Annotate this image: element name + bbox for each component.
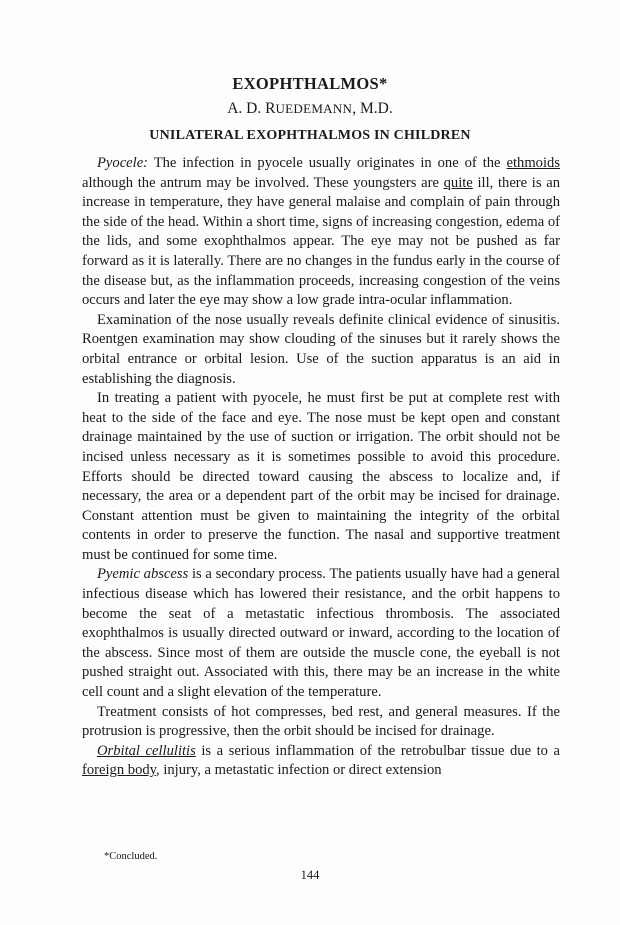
paragraph-text: is a secondary process. The patients usually have had a general infectious disease which has lowered their resistance, and the orbit happens to become the seat of a metastatic infectious thrombosis. The associated exophthalmos is usually directed outward or inward, according to the location of the abscess. Since most of them are outside the muscle cone, the eyeball is not pushed straight out. Associated with this, there may be an increase in the white cell count and a slight elevation of the temperature. (82, 566, 560, 701)
section-title: UNILATERAL EXOPHTHALMOS IN CHILDREN (149, 128, 471, 143)
body-text (82, 154, 560, 781)
underlined-quite: quite (443, 174, 473, 191)
paragraph-text: is a serious inflammation of the retrobulbar tissue due to a (195, 742, 560, 759)
paragraph-treatment-abscess: Treatment consists of hot compresses, bed rest, and general measures. If the protrusion is progressive, then the orbit should be incised for drainage. (82, 703, 560, 740)
author-suffix: , M.D. (352, 100, 393, 117)
author-line (0, 100, 620, 118)
author-initials: A. D. R (227, 100, 276, 117)
paragraph-pyocele (82, 154, 560, 311)
footnote: *Concluded. (104, 851, 158, 862)
paragraph-text: although the antrum may be involved. These youngsters are (82, 174, 444, 191)
paragraph-treatment-pyocele: In treating a patient with pyocele, he must first be put at complete rest with heat to the side of the face and eye. The nose must be kept open and constant drainage maintained by the use of suction or irrigation. The orbit should not be incised unless necessary as it is sometimes possible to avoid this procedure. Efforts should be directed toward causing the abscess to localize and, if necessary, the area or a dependent part of the orbit may be incised for drainage. Constant attention must be given to maintaining the integrity of the orbital contents in order to preserve the function. The nasal and supportive treatment must be continued for some time. (82, 390, 560, 563)
page-number: 144 (300, 868, 320, 882)
paragraph-pyemic-abscess (82, 565, 560, 702)
term-orbital-cellulitis: Orbital cellulitis (97, 742, 196, 759)
underlined-foreign-body: foreign body (82, 762, 157, 779)
underlined-ethmoids: ethmoids (506, 155, 560, 171)
paragraph-text: , injury, a metastatic infection or direct extension (156, 762, 442, 779)
paragraph-text: The infection in pyocele usually originates in one of the (148, 155, 507, 171)
paragraph-examination: Examination of the nose usually reveals definite clinical evidence of sinusitis. Roentgen examination may show clouding of the sinuses but it rarely shows the orbital entrance or orbital lesion. Use of the suction apparatus is an aid in establishing the diagnosis. (82, 311, 560, 387)
term-pyemic-abscess: Pyemic abscess (97, 566, 189, 583)
article-title: EXOPHTHALMOS* (232, 74, 388, 93)
paragraph-orbital-cellulitis (82, 742, 560, 781)
paragraph-text: ill, there is an increase in temperature, they have general malaise and complain of pain through the side of the head. Within a short time, signs of increasing congestion, edema of the lids, and some exophthalmos appear. The eye may not be pushed as far forward as it is laterally. There are no changes in the fundus early in the course of the disease but, as the inflammation proceeds, increasing congestion of the veins occurs and later the eye may show a low grade intra-ocular inflammation. (82, 174, 560, 309)
term-pyocele: Pyocele: (97, 155, 149, 171)
author-surname: UEDEMANN (275, 101, 353, 116)
